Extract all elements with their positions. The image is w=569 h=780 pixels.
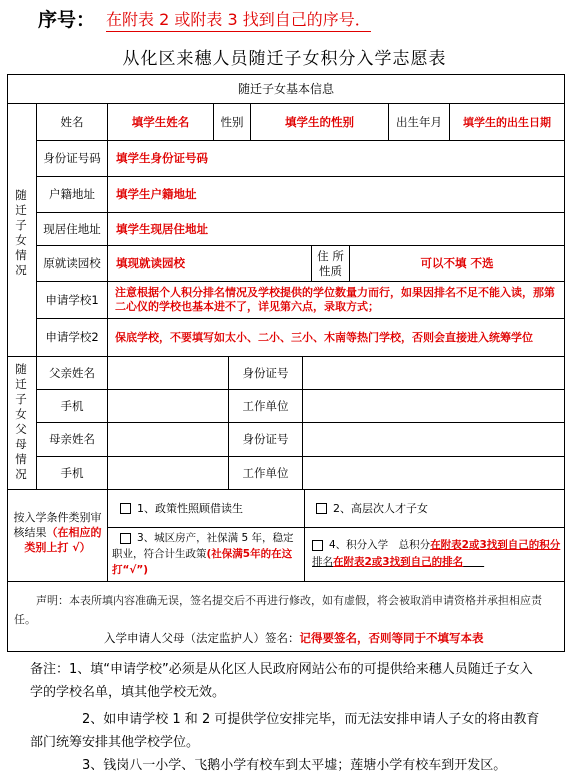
father-phone-field[interactable] bbox=[108, 390, 228, 422]
note-2: 2、如申请学校 1 和 2 可提供学位安排完毕，而无法安排申请人子女的将由教育部门统筹安排其他学校学位。 bbox=[30, 712, 540, 750]
option-points[interactable] bbox=[312, 537, 562, 571]
signature-label: 入学申请人父母（法定监护人）签名： bbox=[104, 631, 300, 645]
points-rank-field[interactable]: 在附表2或3找到自己的排名 bbox=[333, 556, 464, 568]
mother-phone-field[interactable] bbox=[108, 457, 228, 489]
option-talent-label: 2、高层次人才子女 bbox=[333, 502, 428, 515]
sequence-hint: 在附表 2 或附表 3 找到自己的序号． bbox=[106, 7, 371, 32]
form-title: 从化区来穗人员随迁子女积分入学志愿表 bbox=[122, 49, 447, 69]
checkbox-policy[interactable] bbox=[120, 503, 131, 514]
name-field[interactable]: 填学生姓名 bbox=[131, 114, 190, 129]
mother-id-field[interactable] bbox=[303, 423, 564, 456]
declaration-text: 声明：本表所填内容准确无误，签名提交后不再进行修改，如有虚假，将会被取消申请资格并承担相应责任。 bbox=[14, 594, 542, 626]
option-policy[interactable] bbox=[120, 490, 300, 527]
father-id-label: 身份证号 bbox=[242, 365, 289, 380]
school2-label: 申请学校2 bbox=[45, 330, 99, 344]
hukou-label: 户籍地址 bbox=[49, 187, 95, 201]
birth-label: 出生年月 bbox=[396, 114, 442, 129]
signature-hint: 记得要签名，否则等同于不填写本表 bbox=[299, 631, 484, 645]
mother-phone-label: 手机 bbox=[60, 465, 84, 480]
school1-label: 申请学校1 bbox=[45, 292, 99, 307]
gender-field[interactable]: 填学生的性别 bbox=[285, 114, 354, 129]
school1-field[interactable]: 注意根据个人积分排名情况及学校提供的学位数量力而行，如果因排名不足不能入读，那第二心仪的学校也基本进不了，详见第六点，录取方式； bbox=[115, 286, 555, 313]
checkbox-talent[interactable] bbox=[316, 503, 327, 514]
option-housing-social[interactable] bbox=[112, 530, 302, 578]
id-field[interactable]: 填学生身份证号码 bbox=[116, 151, 208, 165]
father-name-field[interactable] bbox=[108, 357, 228, 389]
points-score-field[interactable]: 在附表2或3找到自己的积分 bbox=[430, 539, 561, 551]
signature-row[interactable] bbox=[104, 630, 564, 646]
note-1: 备注：1、填“申请学校”必须是从化区人民政府网站公布的可提供给来穗人员随迁子女入学的学校名单，填其他学校无效。 bbox=[30, 662, 533, 700]
father-id-field[interactable] bbox=[303, 357, 564, 389]
id-label: 身份证号码 bbox=[43, 151, 101, 165]
name-label: 姓名 bbox=[60, 114, 84, 129]
residence-label: 现居住地址 bbox=[43, 221, 101, 236]
section-title: 随迁子女基本信息 bbox=[237, 81, 334, 96]
kindergarten-field[interactable]: 填现就读园校 bbox=[116, 256, 185, 270]
mother-id-label: 身份证号 bbox=[242, 432, 289, 446]
option-points-label: 4、积分入学 总积分 bbox=[329, 539, 431, 551]
housing-field[interactable]: 可以不填 不选 bbox=[420, 256, 494, 270]
kindergarten-label: 原就读园校 bbox=[43, 256, 101, 270]
housing-label: 住 所 性质 bbox=[317, 248, 344, 278]
option-housing-social-label: 3、城区房产，社保满 5 年，稳定职业，符合计生政策 bbox=[112, 532, 294, 560]
parent-group-label: 随迁子女父母情况 bbox=[15, 362, 27, 481]
mother-name-label: 母亲姓名 bbox=[49, 432, 95, 446]
father-name-label: 父亲姓名 bbox=[49, 365, 95, 380]
category-label-hint: （在相应的类别上打 √） bbox=[24, 526, 102, 554]
school2-field[interactable]: 保底学校，不要填写如太小、二小、三小、木南等热门学校，否则会直接进入统筹学位 bbox=[115, 330, 533, 344]
mother-work-label: 工作单位 bbox=[242, 465, 289, 480]
father-phone-label: 手机 bbox=[60, 398, 84, 413]
rank-label: 排名 bbox=[312, 556, 333, 568]
category-label bbox=[11, 510, 104, 555]
child-group-label: 随迁子女情况 bbox=[15, 188, 27, 277]
father-work-field[interactable] bbox=[303, 390, 564, 422]
checkbox-points[interactable] bbox=[312, 540, 323, 551]
option-talent[interactable] bbox=[316, 490, 556, 527]
category-label-text: 按入学条件类别审核结果 bbox=[13, 511, 102, 539]
gender-label: 性别 bbox=[220, 114, 244, 129]
sequence-label: 序号： bbox=[38, 9, 96, 31]
residence-field[interactable]: 填学生现居住地址 bbox=[116, 221, 208, 236]
hukou-field[interactable]: 填学生户籍地址 bbox=[116, 187, 197, 201]
option-housing-social-hint: (社保满5年的在这打“√”) bbox=[112, 548, 293, 576]
father-work-label: 工作单位 bbox=[242, 398, 289, 413]
note-3: 3、钱岗八一小学、飞鹅小学有校车到太平墟；莲塘小学有校车到开发区。 bbox=[82, 758, 507, 773]
mother-work-field[interactable] bbox=[303, 457, 564, 489]
birth-field[interactable]: 填学生的出生日期 bbox=[463, 115, 551, 129]
checkbox-housing-social[interactable] bbox=[120, 533, 131, 544]
mother-name-field[interactable] bbox=[108, 423, 228, 456]
option-policy-label: 1、政策性照顾借读生 bbox=[137, 502, 243, 515]
